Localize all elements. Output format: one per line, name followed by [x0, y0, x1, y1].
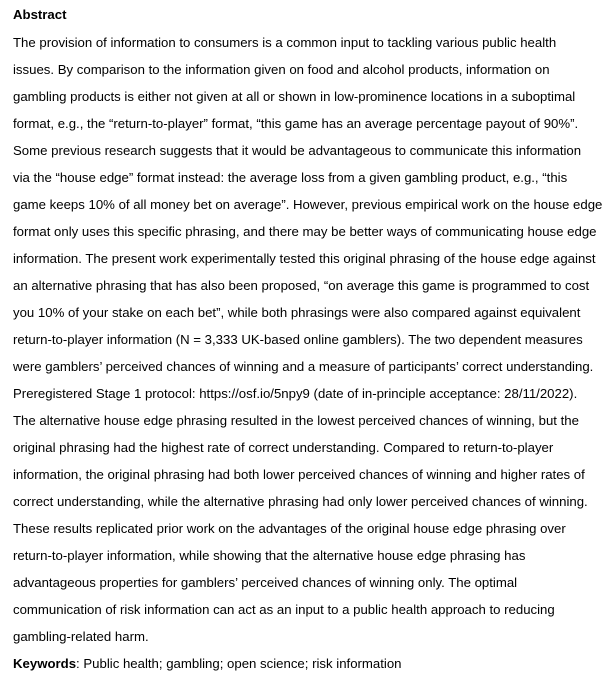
keywords-text: Public health; gambling; open science; risk information [79, 656, 402, 671]
abstract-line: The provision of information to consumers is a common input to tackling various public health [13, 35, 557, 50]
abstract-line: correct understanding, while the alternative phrasing had only lower perceived chances of winning. [13, 494, 588, 509]
keywords-row [13, 650, 605, 677]
abstract-line: were gamblers’ perceived chances of winning and a measure of participants’ correct understanding. [13, 359, 594, 374]
abstract-line: issues. By comparison to the information given on food and alcohol products, information on [13, 62, 550, 77]
abstract-line: information, the original phrasing had both lower perceived chances of winning and higher rates of [13, 467, 585, 482]
abstract-line: communication of risk information can act as an input to a public health approach to reducing [13, 602, 555, 617]
abstract-line: game keeps 10% of all money bet on average”. However, previous empirical work on the house edge [13, 197, 603, 212]
abstract-line: gambling products is either not given at all or shown in low-prominence locations in a suboptimal [13, 89, 576, 104]
keywords-separator: : [76, 656, 80, 671]
abstract-body [13, 29, 605, 650]
abstract-line: you 10% of your stake on each bet”, while both phrasings were also compared against equivalent [13, 305, 581, 320]
paper-page [13, 5, 605, 677]
abstract-line: These results replicated prior work on the advantages of the original house edge phrasing over [13, 521, 566, 536]
abstract-line: format only uses this specific phrasing, and there may be better ways of communicating house edge [13, 224, 597, 239]
abstract-line: gambling-related harm. [13, 629, 149, 644]
abstract-line: information. The present work experimentally tested this original phrasing of the house edge against [13, 251, 596, 266]
abstract-line: The alternative house edge phrasing resulted in the lowest perceived chances of winning, but the [13, 413, 579, 428]
abstract-line: original phrasing had the highest rate of correct understanding. Compared to return-to-player [13, 440, 554, 455]
abstract-line: return-to-player information (N = 3,333 UK-based online gamblers). The two dependent measures [13, 332, 583, 347]
abstract-line: an alternative phrasing that has also been proposed, “on average this game is programmed to cost [13, 278, 590, 293]
abstract-line: return-to-player information, while showing that the alternative house edge phrasing has [13, 548, 526, 563]
abstract-heading: Abstract [13, 7, 67, 22]
abstract-line: Some previous research suggests that it would be advantageous to communicate this information [13, 143, 582, 158]
abstract-line: advantageous properties for gamblers’ perceived chances of winning only. The optimal [13, 575, 518, 590]
abstract-line: format, e.g., the “return-to-player” format, “this game has an average percentage payout of 90%”. [13, 116, 579, 131]
keywords-label: Keywords [13, 656, 77, 671]
abstract-line: Preregistered Stage 1 protocol: https://osf.io/5npy9 (date of in-principle acceptance: 28/11/2022). [13, 386, 578, 401]
abstract-line: via the “house edge” format instead: the average loss from a given gambling product, e.g., “this [13, 170, 568, 185]
